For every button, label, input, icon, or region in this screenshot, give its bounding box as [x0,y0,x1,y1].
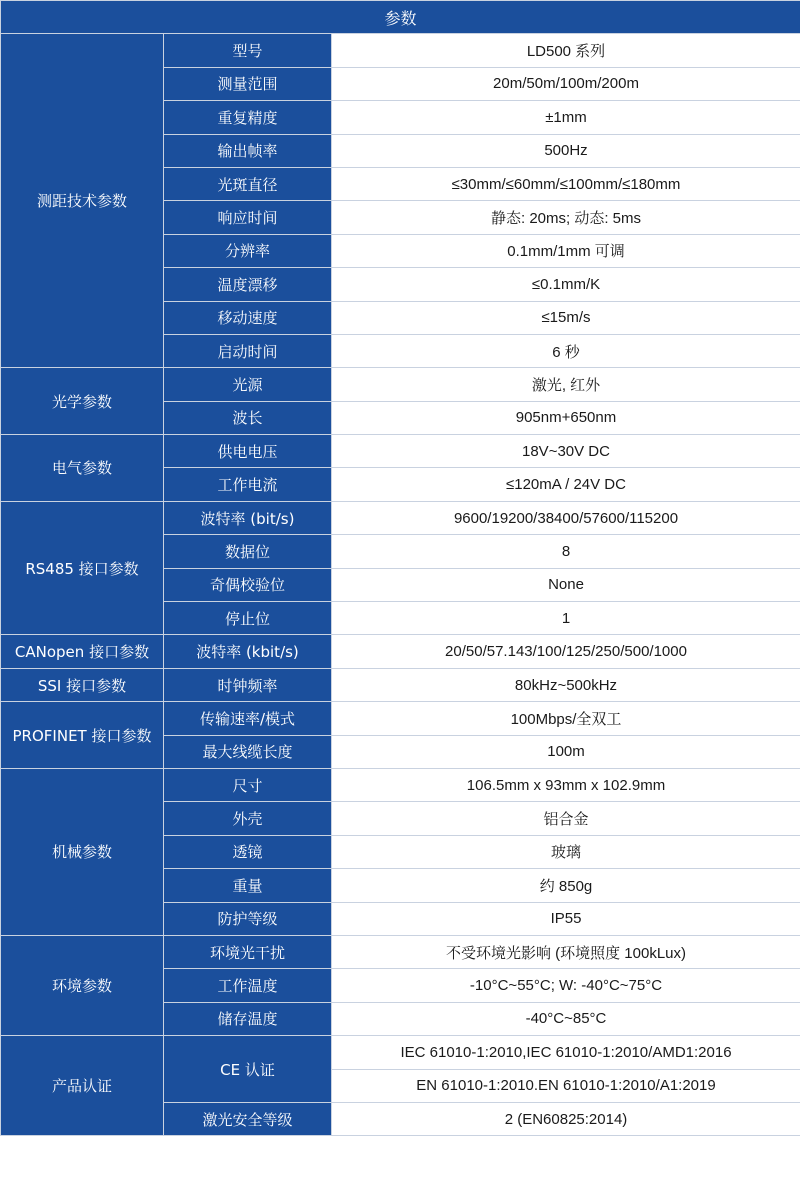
param-value: 玻璃 [332,835,800,868]
table-title: 参数 [1,1,800,34]
param-value: 8 [332,535,800,568]
group-label: 产品认证 [1,1036,164,1136]
param-value: -40°C~85°C [332,1002,800,1035]
param-label: 启动时间 [164,334,332,367]
param-label: 波长 [164,401,332,434]
param-label: 温度漂移 [164,268,332,301]
group-label: 机械参数 [1,768,164,935]
param-label: 波特率 (bit/s) [164,501,332,534]
param-value: 静态: 20ms; 动态: 5ms [332,201,800,234]
table-row [1,768,800,801]
param-value: 500Hz [332,134,800,167]
param-value: 20m/50m/100m/200m [332,67,800,100]
group-label: 测距技术参数 [1,34,164,368]
table-row [1,702,800,735]
param-label: 环境光干扰 [164,935,332,968]
param-label: 尺寸 [164,768,332,801]
param-label: 响应时间 [164,201,332,234]
param-value: EN 61010-1:2010.EN 61010-1:2010/A1:2019 [332,1069,800,1102]
group-label: 电气参数 [1,435,164,502]
param-value: ≤30mm/≤60mm/≤100mm/≤180mm [332,167,800,200]
param-value: 6 秒 [332,334,800,367]
param-label: 外壳 [164,802,332,835]
param-label: 波特率 (kbit/s) [164,635,332,668]
param-label: 工作温度 [164,969,332,1002]
param-label: 测量范围 [164,67,332,100]
param-label: 分辨率 [164,234,332,267]
table-row [1,435,800,468]
param-label: 工作电流 [164,468,332,501]
param-label: 输出帧率 [164,134,332,167]
param-label: 时钟频率 [164,668,332,701]
group-label: PROFINET 接口参数 [1,702,164,769]
param-label: 型号 [164,34,332,67]
table-row [1,635,800,668]
param-label: 透镜 [164,835,332,868]
table-row [1,935,800,968]
param-label: 重量 [164,869,332,902]
param-value: 100Mbps/全双工 [332,702,800,735]
param-value: ≤120mA / 24V DC [332,468,800,501]
param-label: 光斑直径 [164,167,332,200]
group-label: SSI 接口参数 [1,668,164,701]
group-label: 光学参数 [1,368,164,435]
param-label: 激光安全等级 [164,1102,332,1135]
param-value: -10°C~55°C; W: -40°C~75°C [332,969,800,1002]
table-row [1,501,800,534]
param-label: 停止位 [164,602,332,635]
param-value: 1 [332,602,800,635]
param-value: 20/50/57.143/100/125/250/500/1000 [332,635,800,668]
param-value: 80kHz~500kHz [332,668,800,701]
group-label: CANopen 接口参数 [1,635,164,668]
param-value: 905nm+650nm [332,401,800,434]
group-label: RS485 接口参数 [1,501,164,635]
param-label: CE 认证 [164,1036,332,1103]
param-label: 储存温度 [164,1002,332,1035]
param-value: ≤15m/s [332,301,800,334]
param-label: 数据位 [164,535,332,568]
param-value: 不受环境光影响 (环境照度 100kLux) [332,935,800,968]
param-label: 最大线缆长度 [164,735,332,768]
param-value: IEC 61010-1:2010,IEC 61010-1:2010/AMD1:2016 [332,1036,800,1069]
param-value: 约 850g [332,869,800,902]
param-value: ≤0.1mm/K [332,268,800,301]
param-value: 2 (EN60825:2014) [332,1102,800,1135]
param-label: 防护等级 [164,902,332,935]
param-value: 106.5mm x 93mm x 102.9mm [332,768,800,801]
param-value: IP55 [332,902,800,935]
group-label: 环境参数 [1,935,164,1035]
table-row [1,668,800,701]
param-value: None [332,568,800,601]
param-value: 9600/19200/38400/57600/115200 [332,501,800,534]
table-row [1,1036,800,1069]
param-label: 重复精度 [164,101,332,134]
param-label: 奇偶校验位 [164,568,332,601]
param-value: ±1mm [332,101,800,134]
param-value: 18V~30V DC [332,435,800,468]
param-label: 光源 [164,368,332,401]
table-row [1,34,800,67]
param-value: 0.1mm/1mm 可调 [332,234,800,267]
table-header-row [1,1,800,34]
param-label: 移动速度 [164,301,332,334]
param-value: 铝合金 [332,802,800,835]
param-value: 100m [332,735,800,768]
table-row [1,368,800,401]
param-value: LD500 系列 [332,34,800,67]
param-value: 激光, 红外 [332,368,800,401]
param-label: 传输速率/模式 [164,702,332,735]
param-label: 供电电压 [164,435,332,468]
